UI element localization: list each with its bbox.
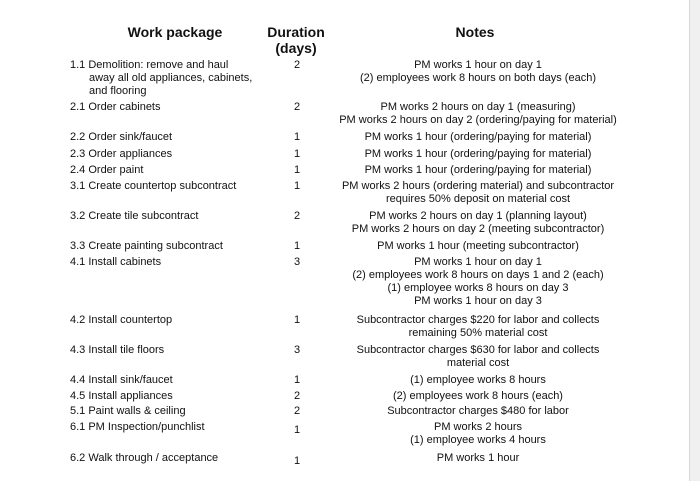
notes-cell	[325, 180, 631, 206]
note-text: (2) employees work 8 hours on days 1 and 2 (each)	[352, 269, 604, 281]
work-package-text: 4.4 Install sink/faucet	[70, 374, 173, 386]
note-text: PM works 1 hour (ordering/paying for material)	[364, 164, 592, 176]
notes-cell	[325, 210, 631, 236]
note-text: Subcontractor charges $630 for labor and collects	[356, 344, 600, 356]
work-package-text: 3.3 Create painting subcontract	[70, 240, 223, 252]
duration-cell: 1	[293, 374, 301, 386]
note-text: (1) employee works 8 hours on day 3	[387, 282, 569, 294]
work-package-cell	[70, 59, 275, 98]
note-text: PM works 2 hours on day 2 (ordering/paying for material)	[339, 114, 617, 126]
work-package-cell	[70, 344, 275, 357]
notes-cell	[325, 421, 631, 447]
work-package-text: 4.1 Install cabinets	[70, 256, 162, 268]
note-text: (2) employees work 8 hours on both days (each)	[359, 72, 596, 84]
work-package-cell	[70, 390, 275, 403]
work-package-text: 4.5 Install appliances	[70, 390, 173, 402]
note-text: PM works 1 hour	[436, 452, 520, 464]
note-text: (2) employees work 8 hours (each)	[393, 390, 563, 402]
duration-cell: 1	[293, 314, 301, 326]
note-text: PM works 1 hour (ordering/paying for material)	[364, 148, 592, 160]
duration-cell: 2	[293, 405, 301, 417]
notes-cell	[325, 131, 631, 144]
note-text: PM works 1 hour (ordering/paying for material)	[364, 131, 592, 143]
work-package-cell	[70, 405, 275, 418]
note-text: requires 50% deposit on material cost	[385, 193, 571, 205]
work-package-text: and flooring	[89, 85, 147, 97]
notes-cell	[325, 452, 631, 465]
notes-cell	[325, 374, 631, 387]
page-edge	[689, 0, 700, 481]
work-package-text: 2.4 Order paint	[70, 164, 144, 176]
work-package-cell	[70, 210, 275, 223]
duration-cell: 2	[293, 210, 301, 222]
notes-cell	[325, 344, 631, 370]
work-package-text: 2.1 Order cabinets	[70, 101, 161, 113]
notes-cell	[325, 101, 631, 127]
note-text: (1) employee works 8 hours	[410, 374, 546, 386]
work-package-text: 2.3 Order appliances	[70, 148, 173, 160]
note-text: PM works 2 hours on day 2 (meeting subcontractor)	[351, 223, 605, 235]
notes-cell	[325, 405, 631, 418]
duration-cell: 2	[293, 59, 301, 71]
work-package-text: 6.1 PM Inspection/punchlist	[70, 421, 205, 433]
duration-cell: 1	[293, 131, 301, 143]
header-duration: Duration (days)	[267, 24, 325, 56]
duration-cell: 1	[293, 180, 301, 192]
note-text: Subcontractor charges $480 for labor	[387, 405, 569, 417]
notes-cell	[325, 59, 631, 85]
note-text: (1) employee works 4 hours	[410, 434, 546, 446]
note-text: PM works 1 hour on day 1	[414, 59, 542, 71]
work-package-text: 4.3 Install tile floors	[70, 344, 165, 356]
header-work-package: Work package	[127, 24, 223, 40]
work-package-text: 5.1 Paint walls & ceiling	[70, 405, 186, 417]
work-package-text: 3.2 Create tile subcontract	[70, 210, 199, 222]
work-package-text: 4.2 Install countertop	[70, 314, 173, 326]
notes-cell	[325, 390, 631, 403]
work-package-cell	[70, 374, 275, 387]
note-text: remaining 50% material cost	[408, 327, 548, 339]
work-package-text: away all old appliances, cabinets,	[89, 72, 253, 84]
notes-cell	[325, 164, 631, 177]
work-package-text: 1.1 Demolition: remove and haul	[70, 59, 229, 71]
duration-cell: 1	[293, 455, 301, 467]
work-package-text: 3.1 Create countertop subcontract	[70, 180, 237, 192]
note-text: PM works 1 hour (meeting subcontractor)	[377, 240, 579, 252]
work-package-cell	[70, 101, 275, 114]
notes-cell	[325, 256, 631, 308]
header-notes: Notes	[455, 24, 495, 40]
work-package-cell	[70, 256, 275, 269]
duration-cell: 3	[293, 344, 301, 356]
work-package-cell	[70, 180, 275, 193]
work-package-text: 6.2 Walk through / acceptance	[70, 452, 219, 464]
work-package-cell	[70, 131, 275, 144]
notes-cell	[325, 240, 631, 253]
work-package-cell	[70, 240, 275, 253]
duration-cell: 1	[293, 148, 301, 160]
duration-cell: 2	[293, 101, 301, 113]
work-package-cell	[70, 421, 275, 434]
duration-cell: 1	[293, 240, 301, 252]
work-package-cell	[70, 314, 275, 327]
note-text: PM works 1 hour on day 1	[414, 256, 542, 268]
duration-cell: 2	[293, 390, 301, 402]
notes-cell	[325, 148, 631, 161]
note-text: PM works 2 hours	[433, 421, 523, 433]
work-package-cell	[70, 148, 275, 161]
duration-cell: 3	[293, 256, 301, 268]
note-text: PM works 2 hours on day 1 (measuring)	[380, 101, 576, 113]
work-package-text: 2.2 Order sink/faucet	[70, 131, 173, 143]
work-package-cell	[70, 452, 275, 465]
note-text: material cost	[446, 357, 510, 369]
note-text: PM works 2 hours on day 1 (planning layout)	[369, 210, 587, 222]
note-text: PM works 1 hour on day 3	[414, 295, 542, 307]
note-text: PM works 2 hours (ordering material) and subcontractor	[341, 180, 615, 192]
notes-cell	[325, 314, 631, 340]
duration-cell: 1	[293, 164, 301, 176]
note-text: Subcontractor charges $220 for labor and collects	[356, 314, 600, 326]
work-package-cell	[70, 164, 275, 177]
duration-cell: 1	[293, 424, 301, 436]
